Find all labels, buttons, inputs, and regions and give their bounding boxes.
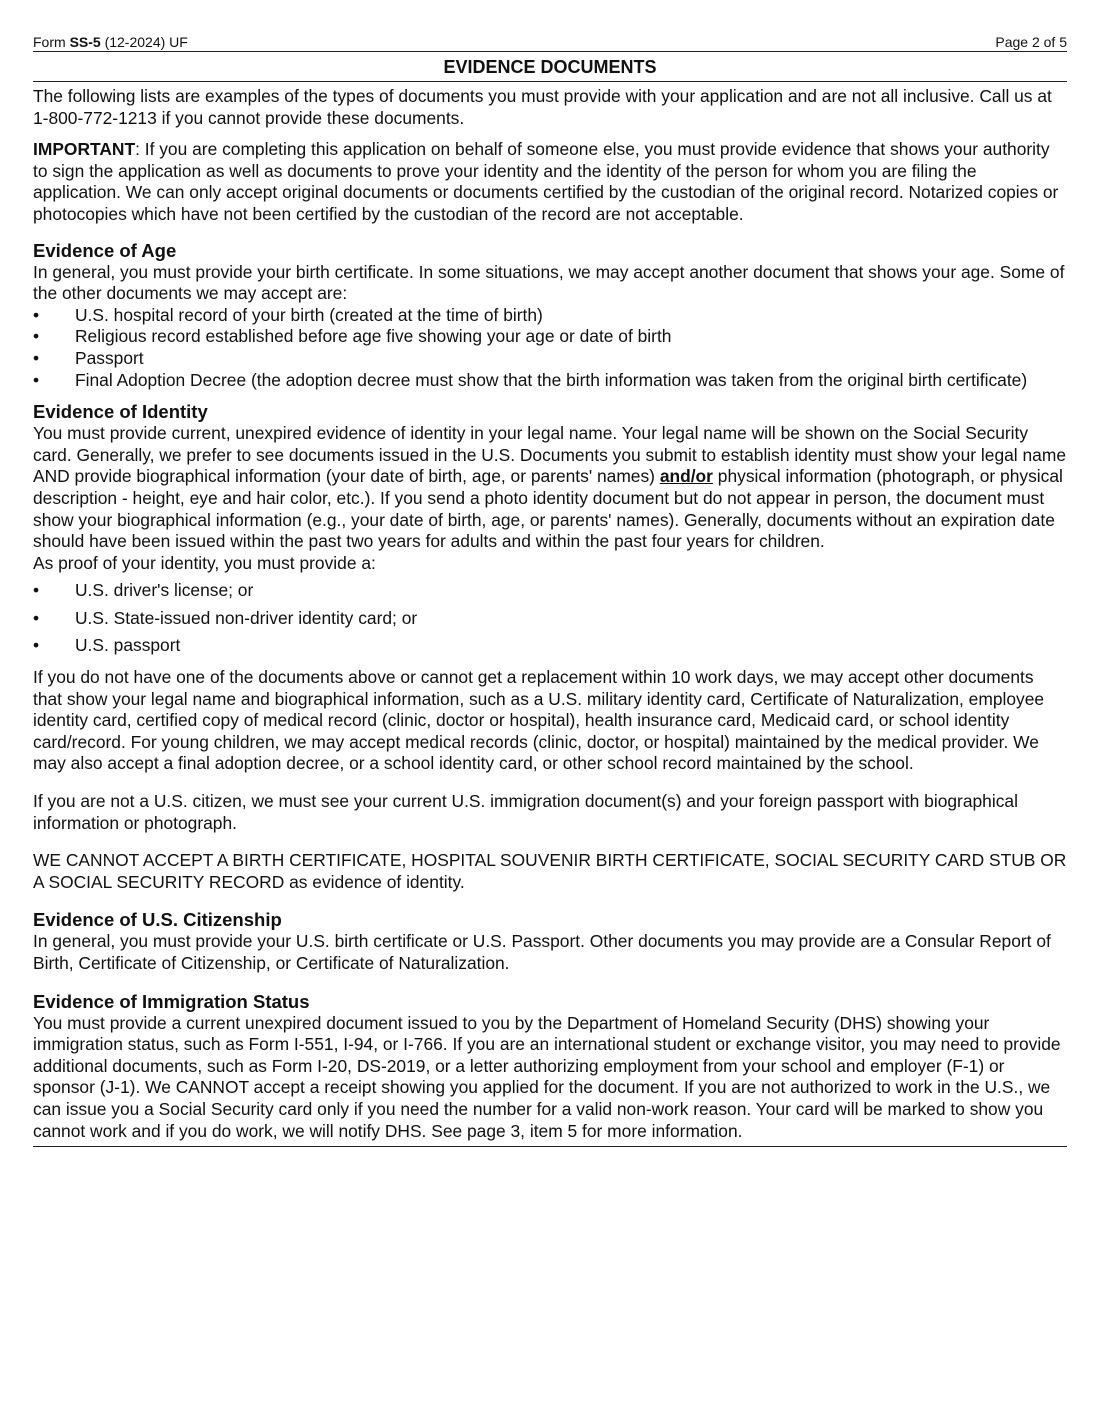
identity-not-accepted: WE CANNOT ACCEPT A BIRTH CERTIFICATE, HOSPITAL SOUVENIR BIRTH CERTIFICATE, SOCIAL SECURITY CARD STUB OR A SOCIAL SECURITY RECORD as evidence of identity. [33, 850, 1067, 892]
identity-heading: Evidence of Identity [33, 401, 208, 423]
page-header [33, 33, 1067, 51]
citizenship-heading: Evidence of U.S. Citizenship [33, 909, 282, 931]
immigration-heading: Evidence of Immigration Status [33, 990, 310, 1012]
immigration-paragraph: You must provide a current unexpired document issued to you by the Department of Homeland Security (DHS) showing your immigration status, such as Form I-551, I-94, or I-766. If you are an international student or exchange visitor, you may need to provide additional documents, such as Form I-20, DS-2019, or a letter authorizing employment from your school and employer (F-1) or sponsor (J-1). We CANNOT accept a receipt showing you applied for the document. If you are not authorized to work in the U.S., we can issue you a Social Security card only if you need the number for a valid non-work reason. Your card will be marked to show you cannot work and if you do work, we will notify DHS. See page 3, item 5 for more information. [33, 1012, 1061, 1141]
identity-other-documents: If you do not have one of the documents above or cannot get a replacement within 10 work days, we may accept other documents that show your legal name and biographical information, such as a U.S. military identity card, Certificate of Naturalization, employee identity card, certified copy of medical record (clinic, doctor or hospital), health insurance card, Medicaid card, or school identity card/record. For young children, we may accept medical records (clinic, doctor, or hospital) maintained by the medical provider. We may also accept a final adoption decree, or a school identity card, or other school record maintained by the school. [33, 667, 1045, 774]
age-list [33, 305, 1067, 391]
list-item: • U.S. passport [33, 635, 1067, 657]
age-heading: Evidence of Age [33, 239, 177, 261]
identity-proof-line: As proof of your identity, you must provide a: [33, 552, 376, 573]
age-paragraph: In general, you must provide your birth certificate. In some situations, we may accept another document that shows your age. Some of the other documents we may accept are: [33, 261, 1065, 304]
form-id: Form SS-5 (12-2024) UF [33, 34, 188, 50]
important-paragraph: IMPORTANT: If you are completing this application on behalf of someone else, you must provide evidence that shows your authority to sign the application as well as documents to prove your identity and the identity of the person for whom you are filing the application. We can only accept original documents or documents certified by the custodian of the original record. Notarized copies or photocopies which have not been certified by the custodian of the record are not acceptable. [33, 139, 1059, 224]
page-title: EVIDENCE DOCUMENTS [443, 57, 657, 77]
identity-list [33, 580, 1067, 657]
list-item: • U.S. hospital record of your birth (created at the time of birth) [33, 305, 1067, 327]
list-item: • U.S. driver's license; or [33, 580, 1067, 602]
list-item: • U.S. State-issued non-driver identity card; or [33, 608, 1067, 630]
footer-rule [33, 1146, 1067, 1147]
header-rule [33, 51, 1067, 52]
identity-paragraph: You must provide current, unexpired evidence of identity in your legal name. Your legal name will be shown on the Social Security card. Generally, we prefer to see documents issued in the U.S. Documents you submit to establish identity must show your legal name AND provide biographical information (your date of birth, age, or parents' names) and/or physical information (photograph, or physical description - height, eye and hair color, etc.). If you send a photo identity document but do not appear in person, the document must show your biographical information (e.g., your date of birth, age, or parents' names). Generally, documents without an expiration date should have been issued within the past two years for adults and within the past four years for children. [33, 423, 1066, 552]
list-item: • Religious record established before age five showing your age or date of birth [33, 326, 1067, 348]
list-item: • Passport [33, 348, 1067, 370]
list-item: • Final Adoption Decree (the adoption decree must show that the birth information was taken from the original birth certificate) [33, 370, 1067, 392]
citizenship-paragraph: In general, you must provide your U.S. birth certificate or U.S. Passport. Other documents you may provide are a Consular Report of Birth, Certificate of Citizenship, or Certificate of Naturalization. [33, 931, 1051, 973]
title-rule [33, 81, 1067, 82]
intro-paragraph: The following lists are examples of the types of documents you must provide with your application and are not all inclusive. Call us at 1-800-772-1213 if you cannot provide these documents. [33, 86, 1052, 128]
document-page [33, 33, 1067, 1147]
identity-non-citizen: If you are not a U.S. citizen, we must see your current U.S. immigration document(s) and your foreign passport with biographical information or photograph. [33, 791, 1018, 833]
page-number: Page 2 of 5 [995, 34, 1067, 50]
